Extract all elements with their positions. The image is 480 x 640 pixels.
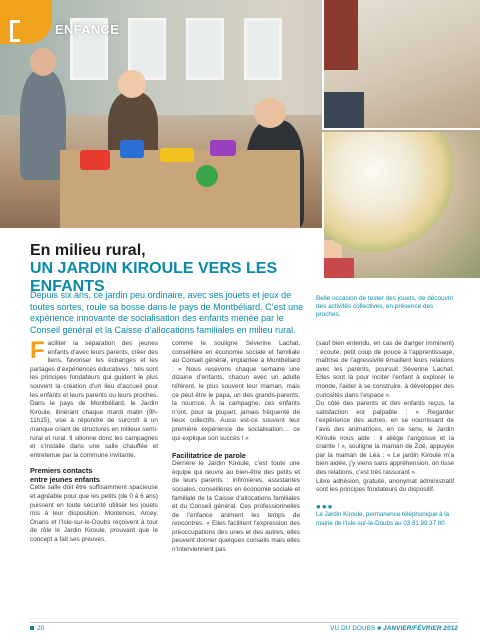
contact-info-line: mairie de l’Isle-sur-le-Doubs au 03 81 99 37 80: [316, 519, 445, 527]
photo-head: [324, 70, 344, 92]
section-label: ENFANCE: [55, 22, 120, 37]
headline: [30, 242, 320, 296]
photo-head: [118, 70, 146, 98]
paragraph: (sauf bien entendu, en cas de danger imminent) : écoute, petit coup de pouce à l’apprentissage, maîtrise de l’agressivité émaillent leurs relations avec les parents, poursuit Séverine Lachat. Elles sont là pour inciter l’enfant à explorer le monde, l’aider à se construire, à développer des curiosités dans l’espace ».: [316, 340, 454, 399]
photo-adult-figure: [324, 0, 358, 70]
separator-dots-icon: ●●●: [316, 501, 334, 511]
inset-photo-bottom: [322, 132, 480, 278]
photo-toy: [196, 165, 218, 187]
subhead: entre jeunes enfants: [30, 475, 100, 485]
article-column-1: [30, 337, 158, 544]
article-column-3: [316, 340, 454, 528]
magazine-issue: VU DU DOUBS ■ JANVIER/FÉVRIER 2012: [330, 625, 458, 632]
paragraph: [30, 337, 158, 460]
drop-cap: F: [30, 337, 45, 364]
page-number: [30, 625, 44, 632]
headline-line-2: UN JARDIN KIROULE VERS LES ENFANTS: [30, 260, 278, 295]
paragraph: Du côté des parents et des enfants reçus, la satisfaction est palpable : « Regarder l’expérience des autres, en se nourrissant de l’avis des animatrices, en ce sens, le Jardin Kiroule nous aide : il allège l’angoisse et la crainte ! », souligne la maman de Zoé, appuyée par la maman de Léa : « Le jardin Kiroule m’a bien aidée, j’y viens sans appréhension, on tisse des relations, c’est très rassurant ».: [316, 400, 454, 476]
bracket-icon: [10, 20, 20, 42]
photo-toy: [120, 140, 144, 158]
photo-toy: [210, 140, 236, 156]
paragraph: comme le souligne Séverine Lachat, conseillère en économie sociale et familiale au Conseil général, implantée à Montbéliard : « Nous recevons chaque semaine une dizaine d’enfants, chacun avec un adulte référent, le plus souvent leur maman, mais ce peut être le papa, un des grands-parents, la nourrice. À la campagne, ces enfants n’ont, pour la plupart, jamais fréquenté de lieux collectifs. Aussi est-ce souvent leur première expérience de socialisation… ce qui explique son succès ! »: [172, 340, 300, 442]
issue-date: JANVIER/FÉVRIER 2012: [383, 625, 458, 632]
photo-child-figure: [324, 258, 354, 278]
headline-line-1: En milieu rural,: [30, 242, 146, 259]
photo-play-tent: [322, 132, 454, 252]
inset-photo-top: [322, 0, 480, 130]
paragraph-text: aciliter la séparation des jeunes enfants d’avec leurs parents, créer des liens, favoriser les échanges et les partages d’expériences éducatives : tels sont les principes fondateurs qui guident le plus souvent la création d’un lieu d’accueil pour les enfants et leurs parents ou leurs proches. Dans le pays de Montbéliard, le Jardin Kiroule, itinérant chaque mardi matin (9h-11h15), vise à répondre de surcroît à un manque criant de structures en milieux semi-rural et rural. Il sillonne donc les campagnes et s’installe dans une salle chauffée et entretenue par la commune invitante.: [30, 340, 158, 459]
lead-paragraph: Depuis six ans, ce jardin peu ordinaire, avec ses jouets et jeux de toutes sortes, roule sa bosse dans le pays de Montbéliard. C’est une expérience innovante de socialisation des enfants menée par le Conseil général et la Caisse d’allocations familiales en milieu rural.: [30, 290, 304, 335]
photo-window: [244, 18, 282, 80]
footer-rule: [30, 622, 458, 623]
photo-toy: [160, 148, 194, 162]
paragraph: Derrière le Jardin Kiroule, c’est toute une équipe qui œuvre au bien-être des petits et de leurs parents : infirmières, assistantes sociales, conseillères en économie sociale et familiale de la Caisse d’allocations familiales et du Conseil général. Ces professionnelles de l’enfance animent les temps de rencontres. « Elles facilitent l’expression des préoccupations des unes et des autres, elles peuvent donner quelques conseils mais elles n’interviennent pas: [172, 460, 300, 554]
paragraph: Cette salle doit être suffisamment spacieuse et agréable pour que les petits (de 0 à 6 ans) puissent en toute sécurité utiliser les jouets mis à leur disposition. Montenois, Arcey, Onans et l’Isle-sur-le-Doubs reçoivent à tour de rôle le Jardin Kiroule, prouvant que le concept a fait ses preuves,: [30, 484, 158, 543]
photo-caption: Belle occasion de tester des jouets, de découvrir des activités collectives, en présence des proches.: [316, 295, 454, 318]
section-tab: [0, 0, 52, 44]
photo-window: [186, 18, 224, 80]
subhead: Facilitatrice de parole: [172, 451, 246, 461]
subhead: Premiers contacts: [30, 466, 93, 476]
photo-toy: [80, 150, 110, 170]
contact-info: [316, 511, 454, 528]
photo-head: [254, 98, 286, 128]
article-column-2: [172, 340, 300, 555]
paragraph: Libre adhésion, gratuité, anonymat administratif sont les principes fondateurs du dispositif.: [316, 477, 454, 494]
page-number-text: 20: [37, 625, 45, 632]
magazine-name: VU DU DOUBS: [330, 625, 376, 632]
photo-head: [30, 48, 56, 76]
photo-adult-figure: [324, 92, 364, 130]
square-icon: [30, 626, 34, 630]
contact-info-line: Le Jardin Kiroule, permanence téléphonique à la: [316, 511, 450, 519]
